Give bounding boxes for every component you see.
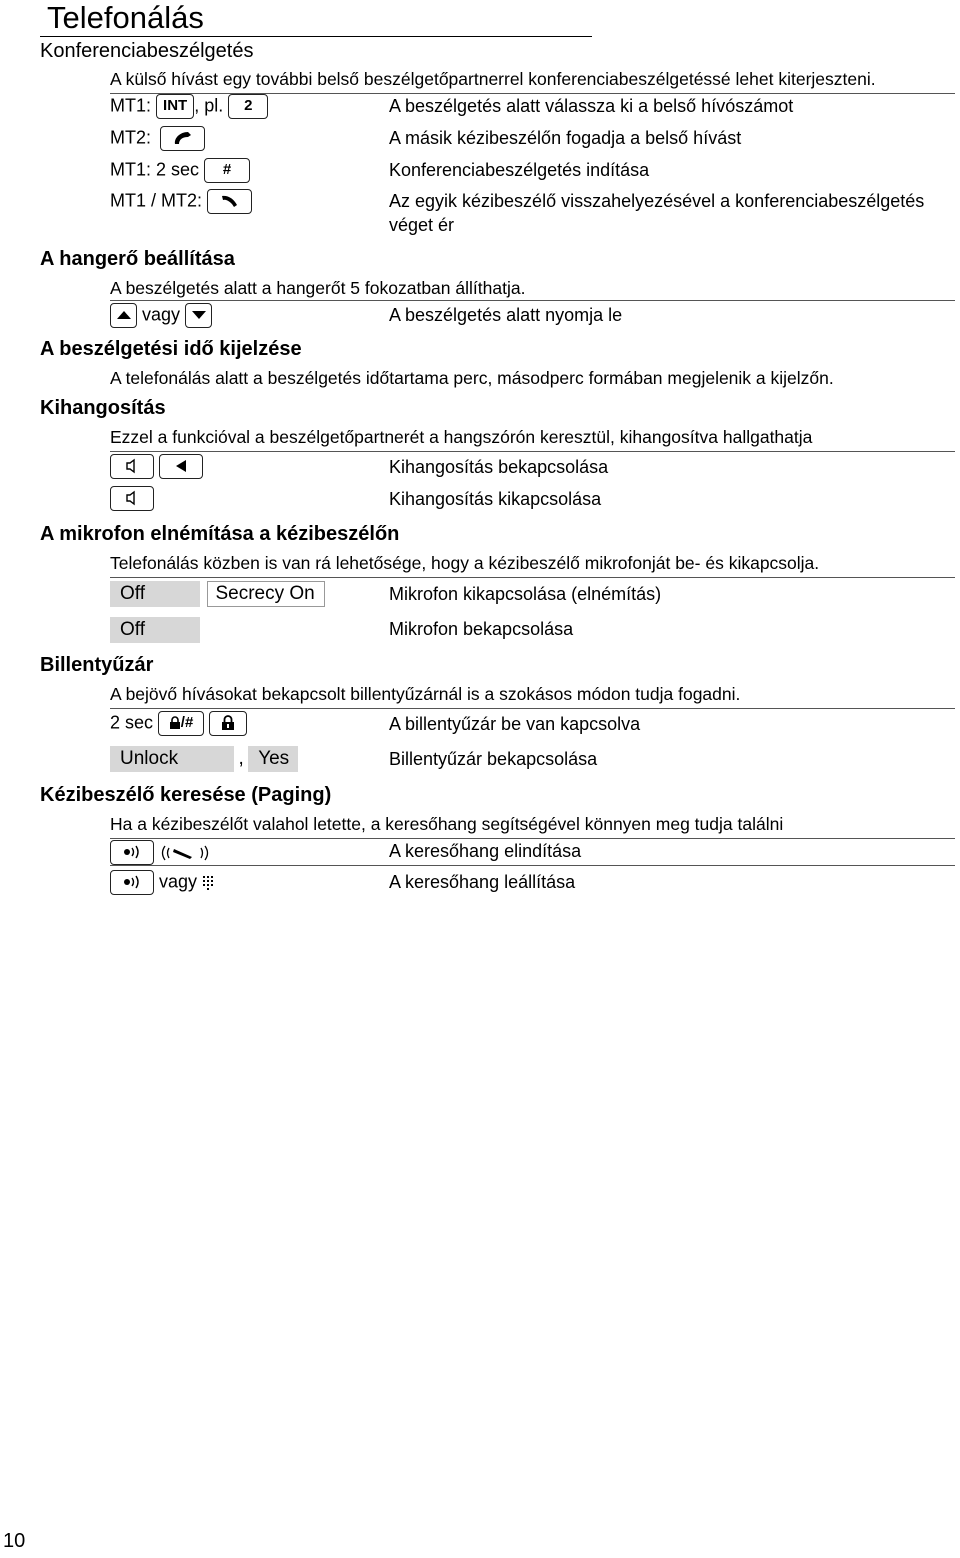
keylock-heading: Billentyűzár (40, 654, 154, 676)
mute-heading: A mikrofon elnémítása a kézibeszélőn (40, 523, 400, 545)
volume-up-icon (110, 303, 137, 328)
title-divider (40, 36, 592, 37)
paging-key-icon (110, 870, 154, 895)
hash-key: # (204, 158, 250, 183)
conference-row-2 (110, 126, 205, 151)
divider (110, 577, 955, 578)
conference-row-4-desc-1: Az egyik kézibeszélő visszahelyezésével a konferenciabeszélgetés (389, 191, 925, 211)
paging-desc-2: A keresőhang leállítása (389, 872, 576, 892)
end-call-key-icon (207, 189, 252, 214)
divider (110, 708, 955, 709)
keypad-icon (202, 871, 216, 891)
divider (110, 451, 955, 452)
mute-desc-2: Mikrofon bekapcsolása (389, 619, 574, 639)
off-softkey: Off (110, 617, 200, 643)
row-prefix: MT1: 2 sec (110, 159, 200, 180)
call-time-heading: A beszélgetési idő kijelzése (40, 338, 302, 360)
off-softkey: Off (110, 581, 200, 607)
ringing-handset-icon (159, 841, 211, 861)
keylock-row-2 (110, 746, 298, 772)
yes-softkey: Yes (248, 746, 298, 772)
conference-row-1-desc: A beszélgetés alatt válassza ki a belső hívószámot (389, 96, 794, 116)
mute-desc-1: Mikrofon kikapcsolása (elnémítás) (389, 584, 662, 604)
conference-row-4-desc-2: véget ér (389, 215, 455, 235)
lock-icon (169, 716, 181, 730)
row-prefix: MT1: (110, 95, 152, 116)
conference-intro: A külső hívást egy további belső beszélgetőpartnerrel konferenciabeszélgetéssé lehet kiterjeszteni. (110, 69, 876, 89)
paging-text: Ha a kézibeszélőt valahol letette, a keresőhang segítségével könnyen meg tudja találni (110, 814, 784, 834)
padlock-icon (209, 711, 247, 736)
handsfree-text: Ezzel a funkcióval a beszélgetőpartnerét a hangszórón keresztül, kihangosítva hallgathatja (110, 427, 813, 447)
comma: , (238, 748, 244, 769)
conference-row-2-desc: A másik kézibeszélőn fogadja a belső hívást (389, 128, 742, 148)
conference-row-3-desc: Konferenciabeszélgetés indítása (389, 160, 650, 180)
or-label: vagy (142, 304, 181, 325)
handsfree-on-row (110, 454, 203, 479)
keylock-desc-2: Billentyűzár bekapcsolása (389, 749, 598, 769)
speaker-key-icon (110, 454, 154, 479)
row-separator: , pl. (194, 95, 224, 116)
handsfree-heading: Kihangosítás (40, 397, 166, 419)
display-secrecy-on: Secrecy On (207, 581, 325, 607)
volume-down-icon (185, 303, 212, 328)
row-prefix: MT1 / MT2: (110, 190, 203, 211)
mute-text: Telefonálás közben is van rá lehetősége, hogy a kézibeszélő mikrofonját be- és kikapcsolja. (110, 553, 820, 573)
paging-key-icon (110, 840, 154, 865)
paging-row-1 (110, 840, 211, 865)
keylock-desc-1: A billentyűzár be van kapcsolva (389, 714, 641, 734)
volume-heading: A hangerő beállítása (40, 248, 235, 270)
unlock-softkey: Unlock (110, 746, 234, 772)
speaker-key-icon (110, 486, 154, 511)
divider (110, 865, 955, 866)
section-subtitle: Konferenciabeszélgetés (40, 40, 254, 62)
paging-heading: Kézibeszélő keresése (Paging) (40, 784, 332, 806)
row-prefix: 2 sec (110, 712, 154, 733)
int-key: INT (156, 94, 194, 119)
handsfree-on-desc: Kihangosítás bekapcsolása (389, 457, 609, 477)
volume-desc: A beszélgetés alatt nyomja le (389, 305, 623, 325)
speaker-on-icon (159, 454, 203, 479)
page-number: 10 (3, 1530, 26, 1552)
conference-row-3 (110, 158, 250, 183)
divider (110, 838, 955, 839)
divider (110, 300, 955, 301)
talk-key-icon (160, 126, 205, 151)
row-prefix: MT2: (110, 127, 152, 148)
handsfree-off-desc: Kihangosítás kikapcsolása (389, 489, 602, 509)
paging-row-2 (110, 870, 216, 895)
keylock-row-1 (110, 711, 247, 736)
volume-row (110, 303, 212, 328)
keylock-text: A bejövő hívásokat bekapcsolt billentyűzárnál is a szokásos módon tudja fogadni. (110, 684, 741, 704)
or-label: vagy (159, 871, 198, 892)
handsfree-off-row (110, 486, 154, 511)
mute-row-1 (110, 581, 325, 607)
conference-row-4 (110, 189, 252, 214)
volume-text: A beszélgetés alatt a hangerőt 5 fokozatban állíthatja. (110, 278, 526, 298)
paging-desc-1: A keresőhang elindítása (389, 841, 582, 861)
call-time-text: A telefonálás alatt a beszélgetés időtartama perc, másodperc formában megjelenik a kijelzőn. (110, 368, 834, 388)
conference-row-1 (110, 94, 268, 119)
mute-row-2 (110, 617, 200, 643)
lock-hash-key: /# (158, 711, 204, 736)
digit-key: 2 (228, 94, 268, 119)
page-title: Telefonálás (47, 0, 204, 35)
